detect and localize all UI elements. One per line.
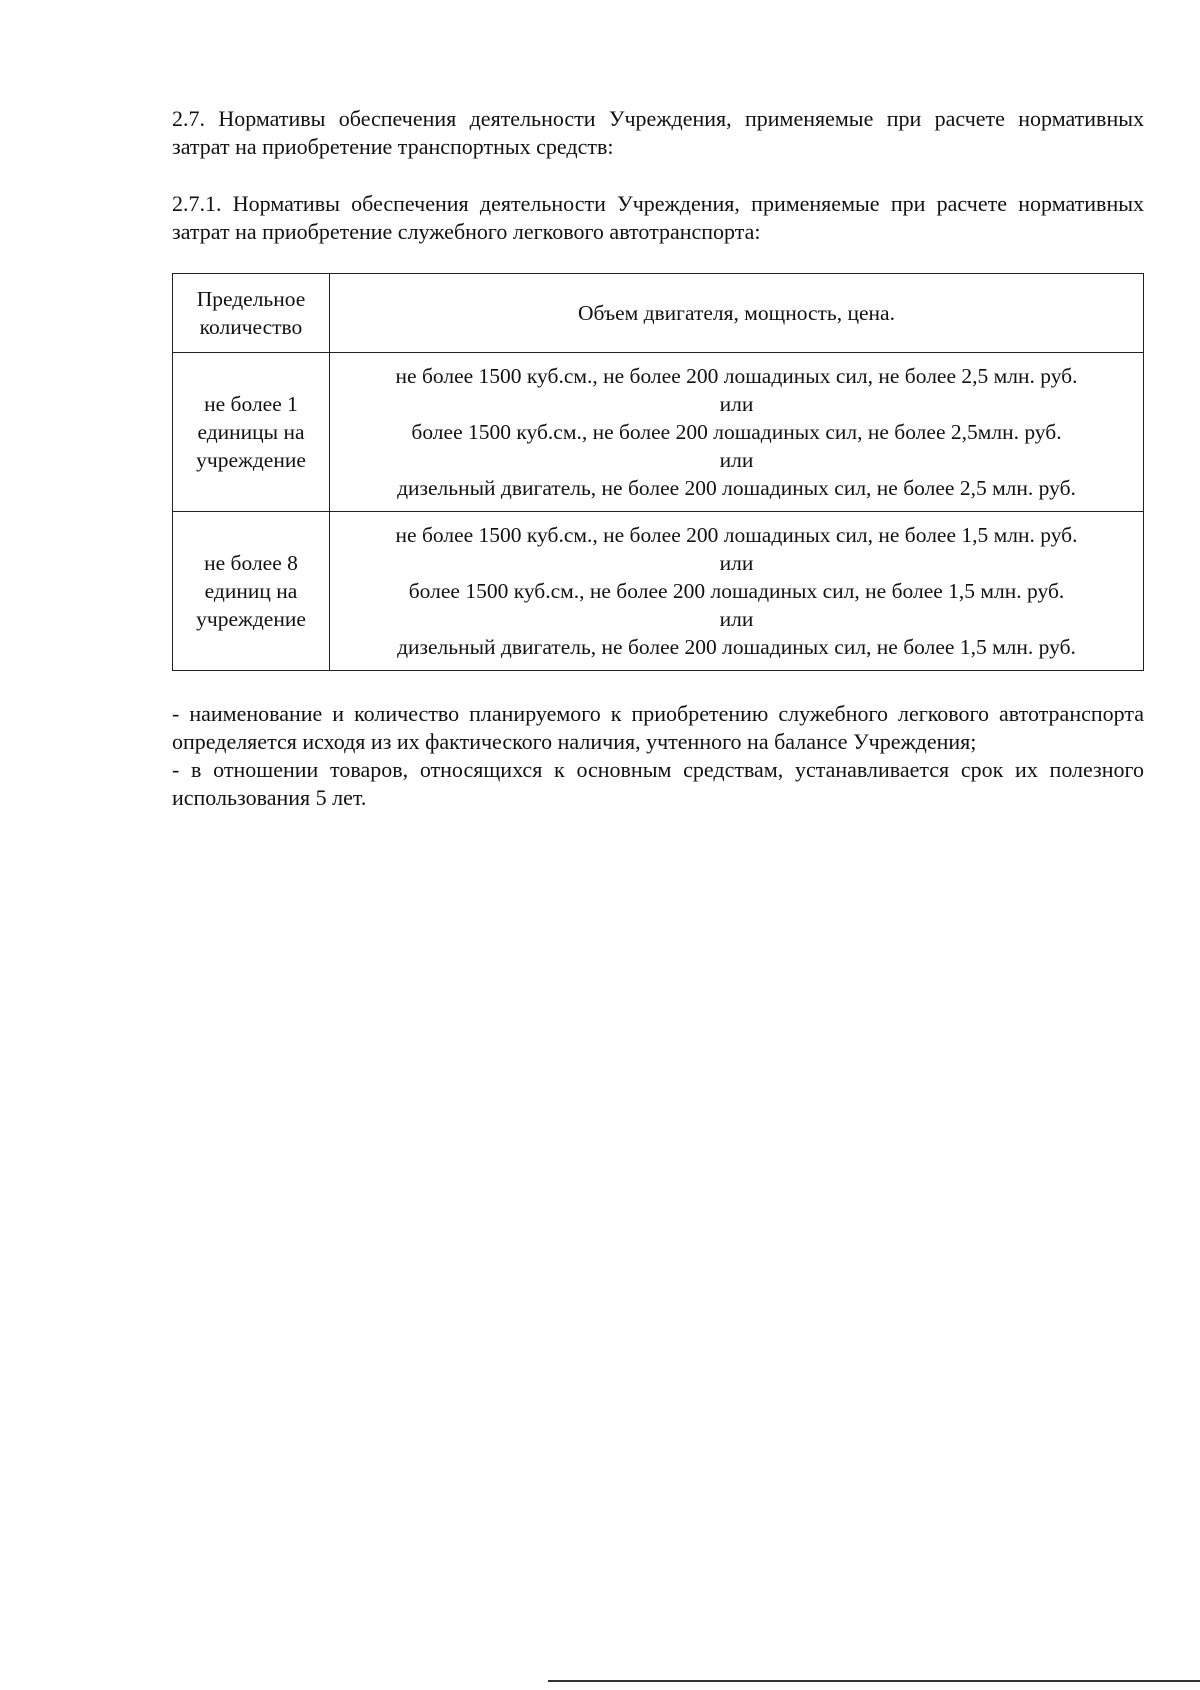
row-specs <box>330 512 1144 671</box>
table-row <box>173 512 1144 671</box>
spec-line: не более 1500 куб.см., не более 200 лошадиных сил, не более 2,5 млн. руб. <box>395 364 1078 388</box>
header-specs: Объем двигателя, мощность, цена. <box>330 274 1144 353</box>
notes-list <box>172 700 1144 812</box>
spec-line: более 1500 куб.см., не более 200 лошадиных сил, не более 2,5млн. руб. <box>411 420 1062 444</box>
row-quantity: не более 1 единицы на учреждение <box>173 353 330 512</box>
note-item: - в отношении товаров, относящихся к основным средствам, устанавливается срок их полезного использования 5 лет. <box>172 757 1144 810</box>
spec-or: или <box>719 448 754 472</box>
note-item: - наименование и количество планируемого к приобретению служебного легкового автотранспорта определяется исходя из их фактического наличия, учтенного на балансе Учреждения; <box>172 701 1144 754</box>
table-row <box>173 353 1144 512</box>
row-quantity: не более 8 единиц на учреждение <box>173 512 330 671</box>
spec-or: или <box>719 551 754 575</box>
document-page <box>172 105 1144 812</box>
page-bottom-rule <box>548 1680 1200 1682</box>
spec-line: не более 1500 куб.см., не более 200 лошадиных сил, не более 1,5 млн. руб. <box>395 523 1078 547</box>
spec-or: или <box>719 392 754 416</box>
section-2-7-paragraph: 2.7. Нормативы обеспечения деятельности Учреждения, применяемые при расчете нормативных затрат на приобретение транспортных средств: <box>172 106 1144 159</box>
spec-line: дизельный двигатель, не более 200 лошадиных сил, не более 2,5 млн. руб. <box>397 476 1076 500</box>
table-header-row <box>173 274 1144 353</box>
spec-or: или <box>719 607 754 631</box>
header-quantity: Предельное количество <box>173 274 330 353</box>
section-2-7-1-paragraph: 2.7.1. Нормативы обеспечения деятельности Учреждения, применяемые при расчете нормативных затрат на приобретение служебного легкового автотранспорта: <box>172 191 1144 244</box>
spec-line: дизельный двигатель, не более 200 лошадиных сил, не более 1,5 млн. руб. <box>397 635 1076 659</box>
vehicle-norms-table <box>172 273 1144 671</box>
spec-line: более 1500 куб.см., не более 200 лошадиных сил, не более 1,5 млн. руб. <box>408 579 1065 603</box>
row-specs <box>330 353 1144 512</box>
